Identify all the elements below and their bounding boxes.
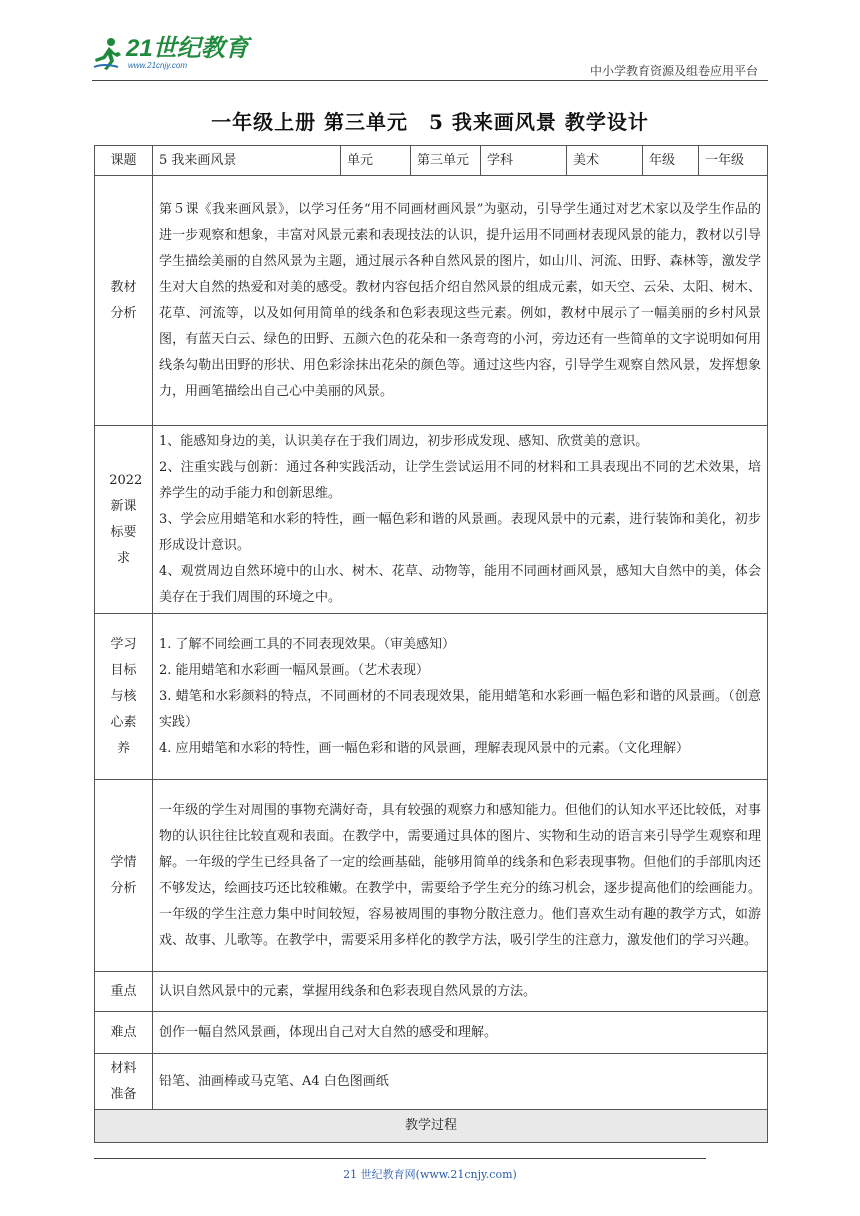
student-analysis-label: 学情分析 — [95, 780, 153, 972]
objective-item: 4. 应用蜡笔和水彩的特性，画一幅色彩和谐的风景画，理解表现风景中的元素。（文化理解） — [159, 740, 690, 756]
subject-label: 学科 — [481, 146, 567, 176]
standards-item: 3、学会应用蜡笔和水彩的特性，画一幅色彩和谐的风景画。表现风景中的元素，进行装饰和美化，初步形成设计意识。 — [159, 511, 761, 553]
platform-name: 中小学教育资源及组卷应用平台 — [589, 64, 758, 78]
standards-row — [95, 426, 768, 614]
key-point-text: 认识自然风景中的元素，掌握用线条和色彩表现自然风景的方法。 — [153, 972, 768, 1012]
info-row — [95, 146, 768, 176]
process-heading: 教学过程 — [95, 1110, 768, 1143]
objective-item: 1. 了解不同绘画工具的不同表现效果。（审美感知） — [159, 636, 456, 652]
student-analysis-text: 一年级的学生对周围的事物充满好奇，具有较强的观察力和感知能力。但他们的认知水平还比较低，对事物的认识往往比较直观和表面。在教学中，需要通过具体的图片、实物和生动的语言来引导学生观察和理解。一年级的学生已经具备了一定的绘画基础，能够用简单的线条和色彩表现事物。但他们的手部肌肉还不够发达，绘画技巧还比较稚嫩。在教学中，需要给予学生充分的练习机会，逐步提高他们的绘画能力。一年级的学生注意力集中时间较短，容易被周围的事物分散注意力。他们喜欢生动有趣的教学方式，如游戏、故事、儿歌等。在教学中，需要采用多样化的教学方法，吸引学生的注意力，激发他们的学习兴趣。 — [153, 780, 768, 972]
document-title: 一年级上册 第三单元 5 我来画风景 教学设计 — [211, 110, 649, 134]
key-point-row — [95, 972, 768, 1012]
standards-item: 1、能感知身边的美，认识美存在于我们周边，初步形成发现、感知、欣赏美的意识。 — [159, 433, 649, 449]
footer-text: 21 世纪教育网(www.21cnjy.com) — [343, 1168, 517, 1181]
lesson-plan-table — [94, 145, 768, 1143]
difficulty-row — [95, 1012, 768, 1054]
process-row — [95, 1110, 768, 1143]
runner-logo-icon — [92, 37, 122, 71]
student-analysis-row — [95, 780, 768, 972]
unit-label: 单元 — [341, 146, 411, 176]
page-header — [92, 30, 768, 82]
objective-item: 3. 蜡笔和水彩颜料的特点，不同画材的不同表现效果，能用蜡笔和水彩画一幅色彩和谐的风景画。（创意实践） — [159, 688, 761, 730]
grade-value: 一年级 — [699, 146, 768, 176]
logo-url: www.21cnjy.com — [128, 61, 187, 70]
difficulty-label: 难点 — [95, 1012, 153, 1054]
textbook-analysis-text: 第５课《我来画风景》，以学习任务“用不同画材画风景”为驱动，引导学生通过对艺术家以及学生作品的进一步观察和想象，丰富对风景元素和表现技法的认识，提升运用不同画材表现风景的能力，教材以引导学生描绘美丽的自然风景为主题，通过展示各种自然风景的图片，如山川、河流、田野、森林等，激发学生对大自然的热爱和对美的感受。教材内容包括介绍自然风景的组成元素，如天空、云朵、太阳、树木、花草、河流等，以及如何用简单的线条和色彩表现这些元素。例如，教材中展示了一幅美丽的乡村风景图，有蓝天白云、绿色的田野、五颜六色的花朵和一条弯弯的小河，旁边还有一些简单的文字说明如何用线条勾勒出田野的形状、用色彩涂抹出花朵的颜色等。通过这些内容，引导学生观察自然风景，发挥想象力，用画笔描绘出自己心中美丽的风景。 — [153, 176, 768, 426]
materials-text: 铅笔、油画棒或马克笔、A4 白色图画纸 — [153, 1054, 768, 1110]
objectives-list — [153, 614, 768, 780]
materials-row — [95, 1054, 768, 1110]
key-point-label: 重点 — [95, 972, 153, 1012]
lesson-value: 5 我来画风景 — [153, 146, 341, 176]
unit-value: 第三单元 — [411, 146, 481, 176]
objective-item: 2. 能用蜡笔和水彩画一幅风景画。（艺术表现） — [159, 662, 430, 678]
textbook-analysis-row — [95, 176, 768, 426]
header-divider — [92, 80, 768, 81]
materials-label: 材料准备 — [95, 1054, 153, 1110]
grade-label: 年级 — [643, 146, 699, 176]
textbook-analysis-label: 教材分析 — [95, 176, 153, 426]
standards-list — [153, 426, 768, 614]
objectives-label: 学习目标与核心素养 — [95, 614, 153, 780]
standards-item: 4、观赏周边自然环境中的山水、树木、花草、动物等，能用不同画材画风景，感知大自然中的美，体会美存在于我们周围的环境之中。 — [159, 563, 761, 605]
logo-title: 21世纪教育 — [126, 35, 249, 62]
subject-value: 美术 — [567, 146, 643, 176]
objectives-row — [95, 614, 768, 780]
difficulty-text: 创作一幅自然风景画，体现出自己对大自然的感受和理解。 — [153, 1012, 768, 1054]
lesson-label: 课题 — [95, 146, 153, 176]
logo — [92, 36, 249, 72]
standards-item: 2、注重实践与创新：通过各种实践活动，让学生尝试运用不同的材料和工具表现出不同的艺术效果，培养学生的动手能力和创新思维。 — [159, 459, 761, 501]
standards-label: 2022新课标要求 — [95, 426, 153, 614]
footer-divider — [94, 1158, 706, 1159]
